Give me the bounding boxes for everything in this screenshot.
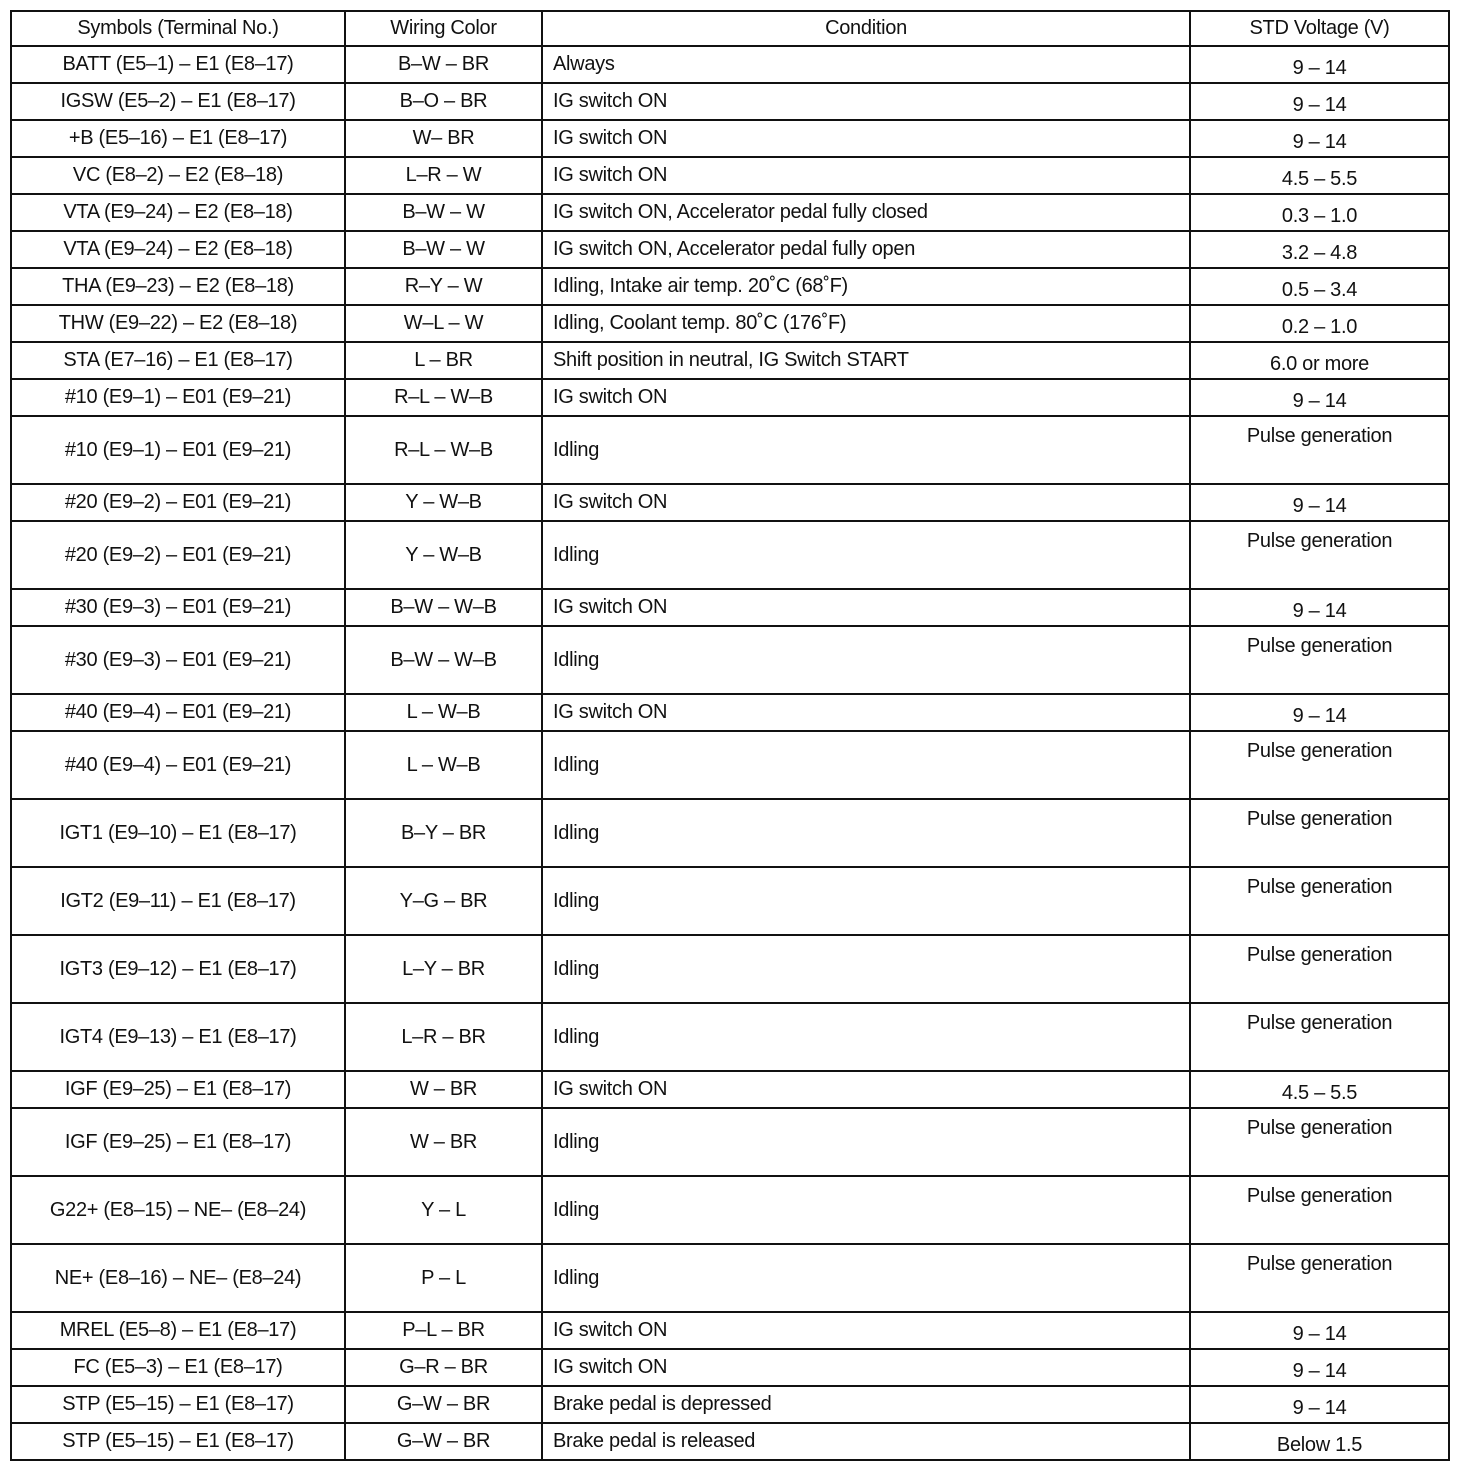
wiring-color-cell: P–L – BR — [345, 1312, 542, 1349]
std-voltage-cell: 4.5 – 5.5 — [1190, 157, 1449, 194]
condition-cell: Idling, Coolant temp. 80˚C (176˚F) — [542, 305, 1190, 342]
terminal-symbol-cell: IGT3 (E9–12) – E1 (E8–17) — [11, 935, 345, 1003]
wiring-color-cell: W–L – W — [345, 305, 542, 342]
terminal-symbol-cell: BATT (E5–1) – E1 (E8–17) — [11, 46, 345, 83]
wiring-color-cell: R–L – W–B — [345, 416, 542, 484]
std-voltage-cell: Pulse generation — [1190, 416, 1449, 484]
table-row — [11, 231, 1449, 268]
condition-cell: Idling — [542, 626, 1190, 694]
terminal-symbol-cell: #10 (E9–1) – E01 (E9–21) — [11, 379, 345, 416]
table-row — [11, 1312, 1449, 1349]
condition-cell: Idling — [542, 1108, 1190, 1176]
std-voltage-cell: 9 – 14 — [1190, 120, 1449, 157]
terminal-symbol-cell: #20 (E9–2) – E01 (E9–21) — [11, 521, 345, 589]
table-row — [11, 1003, 1449, 1071]
table-row — [11, 694, 1449, 731]
std-voltage-cell: Pulse generation — [1190, 1108, 1449, 1176]
std-voltage-cell: 4.5 – 5.5 — [1190, 1071, 1449, 1108]
condition-cell: IG switch ON — [542, 379, 1190, 416]
table-row — [11, 1071, 1449, 1108]
wiring-color-cell: B–W – W–B — [345, 626, 542, 694]
table-row — [11, 342, 1449, 379]
terminal-symbol-cell: VC (E8–2) – E2 (E8–18) — [11, 157, 345, 194]
terminal-symbol-cell: VTA (E9–24) – E2 (E8–18) — [11, 231, 345, 268]
header-condition: Condition — [542, 11, 1190, 46]
terminal-symbol-cell: NE+ (E8–16) – NE– (E8–24) — [11, 1244, 345, 1312]
table-row — [11, 799, 1449, 867]
std-voltage-cell: 9 – 14 — [1190, 1312, 1449, 1349]
table-row — [11, 626, 1449, 694]
std-voltage-cell: 0.5 – 3.4 — [1190, 268, 1449, 305]
condition-cell: Shift position in neutral, IG Switch START — [542, 342, 1190, 379]
wiring-color-cell: B–W – W — [345, 194, 542, 231]
std-voltage-cell: Pulse generation — [1190, 521, 1449, 589]
table-row — [11, 379, 1449, 416]
table-row — [11, 1386, 1449, 1423]
std-voltage-cell: 9 – 14 — [1190, 46, 1449, 83]
condition-cell: IG switch ON — [542, 589, 1190, 626]
table-row — [11, 416, 1449, 484]
condition-cell: Idling, Intake air temp. 20˚C (68˚F) — [542, 268, 1190, 305]
wiring-color-cell: Y–G – BR — [345, 867, 542, 935]
condition-cell: IG switch ON — [542, 157, 1190, 194]
wiring-color-cell: R–L – W–B — [345, 379, 542, 416]
table-row — [11, 1423, 1449, 1460]
wiring-color-cell: G–W – BR — [345, 1386, 542, 1423]
std-voltage-cell: 3.2 – 4.8 — [1190, 231, 1449, 268]
wiring-color-cell: L–R – W — [345, 157, 542, 194]
std-voltage-cell: Below 1.5 — [1190, 1423, 1449, 1460]
wiring-color-cell: L–Y – BR — [345, 935, 542, 1003]
terminal-symbol-cell: IGT4 (E9–13) – E1 (E8–17) — [11, 1003, 345, 1071]
std-voltage-cell: Pulse generation — [1190, 799, 1449, 867]
condition-cell: IG switch ON — [542, 484, 1190, 521]
std-voltage-cell: 9 – 14 — [1190, 1386, 1449, 1423]
condition-cell: Idling — [542, 416, 1190, 484]
wiring-color-cell: Y – W–B — [345, 484, 542, 521]
table-row — [11, 1176, 1449, 1244]
table-row — [11, 935, 1449, 1003]
wiring-color-cell: P – L — [345, 1244, 542, 1312]
condition-cell: Idling — [542, 1176, 1190, 1244]
wiring-color-cell: B–Y – BR — [345, 799, 542, 867]
condition-cell: Idling — [542, 935, 1190, 1003]
std-voltage-cell: Pulse generation — [1190, 626, 1449, 694]
table-row — [11, 589, 1449, 626]
terminal-symbol-cell: #30 (E9–3) – E01 (E9–21) — [11, 626, 345, 694]
ecu-terminal-voltage-table — [10, 10, 1450, 1461]
terminal-symbol-cell: VTA (E9–24) – E2 (E8–18) — [11, 194, 345, 231]
condition-cell: Brake pedal is depressed — [542, 1386, 1190, 1423]
wiring-color-cell: L – W–B — [345, 694, 542, 731]
wiring-color-cell: R–Y – W — [345, 268, 542, 305]
table-row — [11, 867, 1449, 935]
terminal-symbol-cell: #10 (E9–1) – E01 (E9–21) — [11, 416, 345, 484]
wiring-color-cell: L–R – BR — [345, 1003, 542, 1071]
table-row — [11, 268, 1449, 305]
std-voltage-cell: 6.0 or more — [1190, 342, 1449, 379]
condition-cell: IG switch ON — [542, 1071, 1190, 1108]
terminal-symbol-cell: G22+ (E8–15) – NE– (E8–24) — [11, 1176, 345, 1244]
condition-cell: IG switch ON, Accelerator pedal fully closed — [542, 194, 1190, 231]
terminal-symbol-cell: IGT2 (E9–11) – E1 (E8–17) — [11, 867, 345, 935]
table-row — [11, 194, 1449, 231]
wiring-color-cell: B–W – BR — [345, 46, 542, 83]
table-row — [11, 521, 1449, 589]
terminal-symbol-cell: THW (E9–22) – E2 (E8–18) — [11, 305, 345, 342]
terminal-symbol-cell: IGSW (E5–2) – E1 (E8–17) — [11, 83, 345, 120]
table-row — [11, 83, 1449, 120]
condition-cell: IG switch ON — [542, 120, 1190, 157]
std-voltage-cell: 9 – 14 — [1190, 589, 1449, 626]
std-voltage-cell: Pulse generation — [1190, 867, 1449, 935]
terminal-symbol-cell: STP (E5–15) – E1 (E8–17) — [11, 1386, 345, 1423]
header-wiring-color: Wiring Color — [345, 11, 542, 46]
condition-cell: Brake pedal is released — [542, 1423, 1190, 1460]
terminal-symbol-cell: +B (E5–16) – E1 (E8–17) — [11, 120, 345, 157]
std-voltage-cell: 0.3 – 1.0 — [1190, 194, 1449, 231]
table-row — [11, 1108, 1449, 1176]
table-row — [11, 120, 1449, 157]
condition-cell: IG switch ON — [542, 1312, 1190, 1349]
wiring-color-cell: Y – L — [345, 1176, 542, 1244]
table-row — [11, 1244, 1449, 1312]
std-voltage-cell: 9 – 14 — [1190, 379, 1449, 416]
table-row — [11, 305, 1449, 342]
condition-cell: Idling — [542, 1244, 1190, 1312]
condition-cell: Idling — [542, 867, 1190, 935]
wiring-color-cell: G–W – BR — [345, 1423, 542, 1460]
condition-cell: IG switch ON — [542, 83, 1190, 120]
std-voltage-cell: Pulse generation — [1190, 935, 1449, 1003]
condition-cell: Idling — [542, 731, 1190, 799]
std-voltage-cell: 0.2 – 1.0 — [1190, 305, 1449, 342]
table-row — [11, 731, 1449, 799]
wiring-color-cell: B–W – W — [345, 231, 542, 268]
terminal-symbol-cell: IGT1 (E9–10) – E1 (E8–17) — [11, 799, 345, 867]
header-std-voltage: STD Voltage (V) — [1190, 11, 1449, 46]
terminal-symbol-cell: #40 (E9–4) – E01 (E9–21) — [11, 731, 345, 799]
header-row — [11, 11, 1449, 46]
condition-cell: Always — [542, 46, 1190, 83]
std-voltage-cell: 9 – 14 — [1190, 484, 1449, 521]
wiring-color-cell: Y – W–B — [345, 521, 542, 589]
std-voltage-cell: Pulse generation — [1190, 731, 1449, 799]
terminal-symbol-cell: FC (E5–3) – E1 (E8–17) — [11, 1349, 345, 1386]
terminal-symbol-cell: #40 (E9–4) – E01 (E9–21) — [11, 694, 345, 731]
wiring-color-cell: W – BR — [345, 1108, 542, 1176]
std-voltage-cell: Pulse generation — [1190, 1244, 1449, 1312]
terminal-symbol-cell: IGF (E9–25) – E1 (E8–17) — [11, 1108, 345, 1176]
std-voltage-cell: Pulse generation — [1190, 1176, 1449, 1244]
wiring-color-cell: L – W–B — [345, 731, 542, 799]
terminal-symbol-cell: THA (E9–23) – E2 (E8–18) — [11, 268, 345, 305]
condition-cell: Idling — [542, 799, 1190, 867]
header-symbols: Symbols (Terminal No.) — [11, 11, 345, 46]
table-row — [11, 484, 1449, 521]
terminal-symbol-cell: MREL (E5–8) – E1 (E8–17) — [11, 1312, 345, 1349]
condition-cell: IG switch ON — [542, 694, 1190, 731]
terminal-symbol-cell: STA (E7–16) – E1 (E8–17) — [11, 342, 345, 379]
wiring-color-cell: B–W – W–B — [345, 589, 542, 626]
condition-cell: IG switch ON — [542, 1349, 1190, 1386]
table-header — [11, 11, 1449, 46]
table-body — [11, 46, 1449, 1460]
terminal-symbol-cell: IGF (E9–25) – E1 (E8–17) — [11, 1071, 345, 1108]
terminal-symbol-cell: STP (E5–15) – E1 (E8–17) — [11, 1423, 345, 1460]
table-row — [11, 157, 1449, 194]
terminal-symbol-cell: #20 (E9–2) – E01 (E9–21) — [11, 484, 345, 521]
std-voltage-cell: 9 – 14 — [1190, 694, 1449, 731]
condition-cell: Idling — [542, 1003, 1190, 1071]
table-row — [11, 1349, 1449, 1386]
table-row — [11, 46, 1449, 83]
std-voltage-cell: Pulse generation — [1190, 1003, 1449, 1071]
wiring-color-cell: L – BR — [345, 342, 542, 379]
wiring-color-cell: G–R – BR — [345, 1349, 542, 1386]
condition-cell: IG switch ON, Accelerator pedal fully open — [542, 231, 1190, 268]
std-voltage-cell: 9 – 14 — [1190, 1349, 1449, 1386]
condition-cell: Idling — [542, 521, 1190, 589]
wiring-color-cell: W– BR — [345, 120, 542, 157]
std-voltage-cell: 9 – 14 — [1190, 83, 1449, 120]
terminal-symbol-cell: #30 (E9–3) – E01 (E9–21) — [11, 589, 345, 626]
wiring-color-cell: B–O – BR — [345, 83, 542, 120]
wiring-color-cell: W – BR — [345, 1071, 542, 1108]
